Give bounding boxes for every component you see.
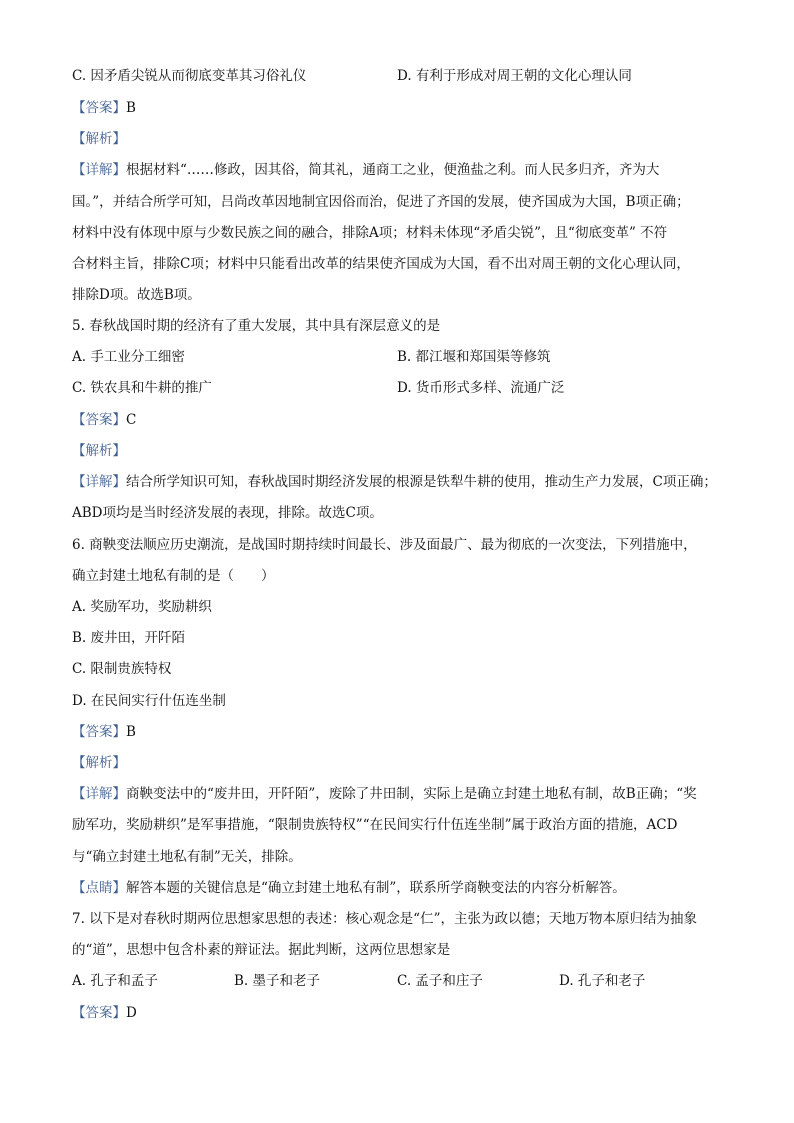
q7-option-b: B. 墨子和老子 (234, 973, 321, 989)
answer-tag: 【答案】 (72, 724, 126, 740)
q5-detail-line (72, 472, 717, 492)
q7-answer (72, 1003, 137, 1023)
q6-detail-line: 励军功，奖励耕织”是军事措施，“限制贵族特权”“在民间实行什伍连坐制”属于政治方面的措施，ACD (72, 817, 678, 833)
q5-option-c: C. 铁农具和牛耕的推广 (72, 380, 212, 396)
q6-option-b: B. 废井田，开阡陌 (72, 630, 186, 646)
q6-detail-line (72, 784, 697, 804)
detail-tag: 【详解】 (72, 786, 126, 802)
answer-tag: 【答案】 (72, 412, 126, 428)
q5-answer (72, 410, 136, 430)
q4-analysis-tag: 【解析】 (72, 131, 126, 147)
q7-option-a: A. 孔子和孟子 (72, 973, 158, 989)
q5-detail-line: ABD项均是当时经济发展的表现，排除。故选C项。 (72, 505, 383, 521)
answer-tag: 【答案】 (72, 1005, 126, 1021)
q7-option-d: D. 孔子和老子 (559, 973, 646, 989)
point-tag: 【点睛】 (72, 880, 126, 896)
q5-option-d: D. 货币形式多样、流通广泛 (397, 380, 565, 396)
q5-option-a: A. 手工业分工细密 (72, 349, 185, 365)
q4-detail-line: 材料中没有体现中原与少数民族之间的融合，排除A项；材料未体现“矛盾尖锐”，且“彻底变革” 不符 (72, 225, 668, 241)
q4-answer (72, 98, 136, 118)
q6-detail-line: 与“确立封建土地私有制”无关，排除。 (72, 849, 302, 865)
detail-tag: 【详解】 (72, 474, 126, 490)
q7-option-c: C. 孟子和庄子 (397, 973, 483, 989)
q6-stem-line: 确立封建土地私有制的是（ ） (72, 568, 275, 584)
q4-detail-line (72, 160, 659, 180)
detail-text: 根据材料“……修政，因其俗，简其礼，通商工之业，便渔盐之利。而人民多归齐，齐为大 (126, 162, 660, 178)
q4-option-d: D. 有利于形成对周王朝的文化心理认同 (397, 68, 632, 84)
detail-text: 商鞅变法中的“废井田，开阡陌”，废除了井田制，实际上是确立封建土地私有制，故B正确；“奖 (126, 786, 697, 802)
q5-option-b: B. 都江堰和郑国渠等修筑 (397, 349, 551, 365)
answer-tag: 【答案】 (72, 100, 126, 116)
q7-stem-line: 的“道”，思想中包含朴素的辩证法。据此判断，这两位思想家是 (72, 942, 451, 958)
q4-option-c: C. 因矛盾尖锐从而彻底变革其习俗礼仪 (72, 68, 307, 84)
answer-value: C (126, 412, 137, 428)
point-text: 解答本题的关键信息是“确立封建土地私有制”，联系所学商鞅变法的内容分析解答。 (126, 880, 626, 896)
q5-analysis-tag: 【解析】 (72, 443, 126, 459)
q4-detail-line: 国。”，并结合所学可知，吕尚改革因地制宜因俗而治，促进了齐国的发展，使齐国成为大国，B项正确； (72, 194, 690, 210)
q5-stem: 5. 春秋战国时期的经济有了重大发展，其中具有深层意义的是 (72, 318, 441, 334)
answer-value: D (126, 1005, 137, 1021)
answer-value: B (126, 724, 136, 740)
answer-value: B (126, 100, 136, 116)
q6-stem-line: 6. 商鞅变法顺应历史潮流，是战国时期持续时间最长、涉及面最广、最为彻底的一次变法，下列措施中， (72, 537, 697, 553)
detail-tag: 【详解】 (72, 162, 126, 178)
q6-option-a: A. 奖励军功，奖励耕织 (72, 599, 212, 615)
q6-answer (72, 722, 136, 742)
q6-analysis-tag: 【解析】 (72, 755, 126, 771)
q4-detail-line: 排除D项。故选B项。 (72, 287, 201, 303)
q4-detail-line: 合材料主旨，排除C项；材料中只能看出改革的结果使齐国成为大国，看不出对周王朝的文化心理认同， (72, 256, 690, 272)
detail-text: 结合所学知识可知，春秋战国时期经济发展的根源是铁犁牛耕的使用，推动生产力发展，C项正确； (126, 474, 717, 490)
q7-stem-line: 7. 以下是对春秋时期两位思想家思想的表述：核心观念是“仁”，主张为政以德；天地万物本原归结为抽象 (72, 911, 697, 927)
q6-point-line (72, 878, 626, 898)
q6-option-c: C. 限制贵族特权 (72, 661, 172, 677)
q6-option-d: D. 在民间实行什伍连坐制 (72, 693, 226, 709)
